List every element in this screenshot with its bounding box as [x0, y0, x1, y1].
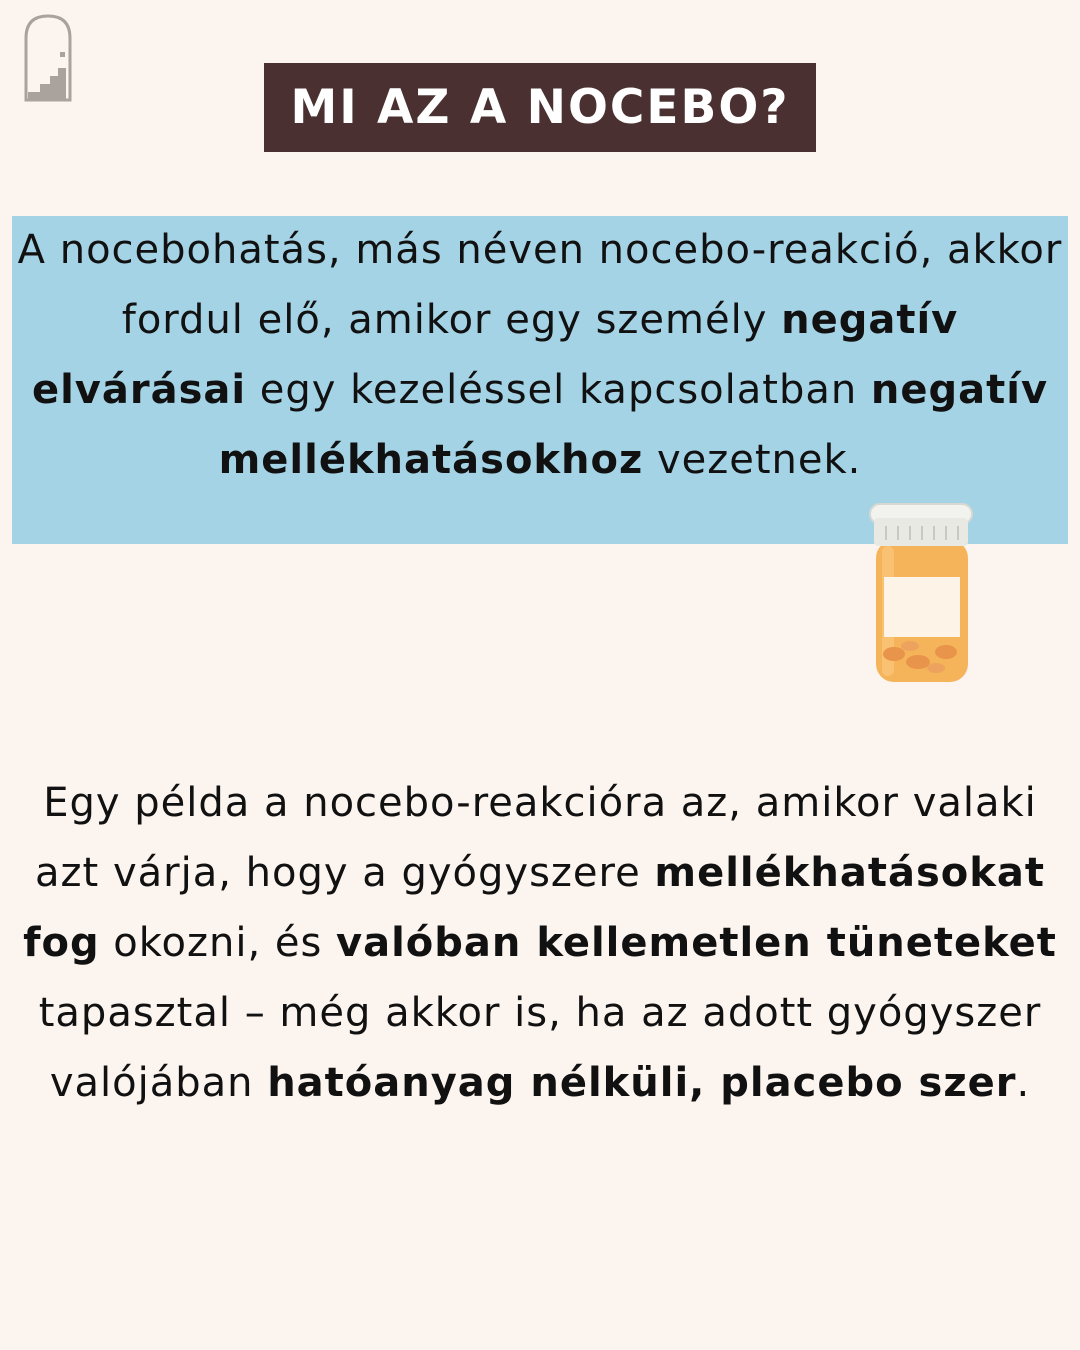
example-text-3: tapasztal – még akkor is, ha az adott gyógyszer valójában — [38, 990, 1042, 1106]
intro-text-2: egy kezeléssel kapcsolatban — [246, 367, 871, 413]
intro-bold-2: negatív mellékhatásokhoz — [218, 367, 1049, 483]
example-text-4: . — [1016, 1060, 1031, 1106]
intro-bold-1: negatív elvárásai — [31, 297, 959, 413]
example-paragraph — [12, 768, 1068, 1118]
example-bold-1: mellékhatásokat fog — [23, 850, 1045, 966]
title-banner — [264, 63, 816, 152]
intro-text-1: A nocebohatás, más néven nocebo-reakció, akkor fordul elő, amikor egy személy — [17, 227, 1063, 343]
example-bold-2: valóban kellemetlen tüneteket — [336, 920, 1057, 966]
example-bold-3: hatóanyag nélküli, placebo szer — [267, 1060, 1017, 1106]
door-stairs-icon — [22, 12, 74, 104]
pill-bottle-icon — [866, 502, 976, 687]
intro-paragraph — [12, 215, 1068, 495]
page-title: MI AZ A NOCEBO? — [290, 80, 790, 135]
example-text-1: Egy példa a nocebo-reakcióra az, amikor valaki azt várja, hogy a gyógyszere — [35, 780, 1037, 896]
example-text-2: okozni, és — [99, 920, 337, 966]
intro-text-3: vezetnek. — [643, 437, 862, 483]
